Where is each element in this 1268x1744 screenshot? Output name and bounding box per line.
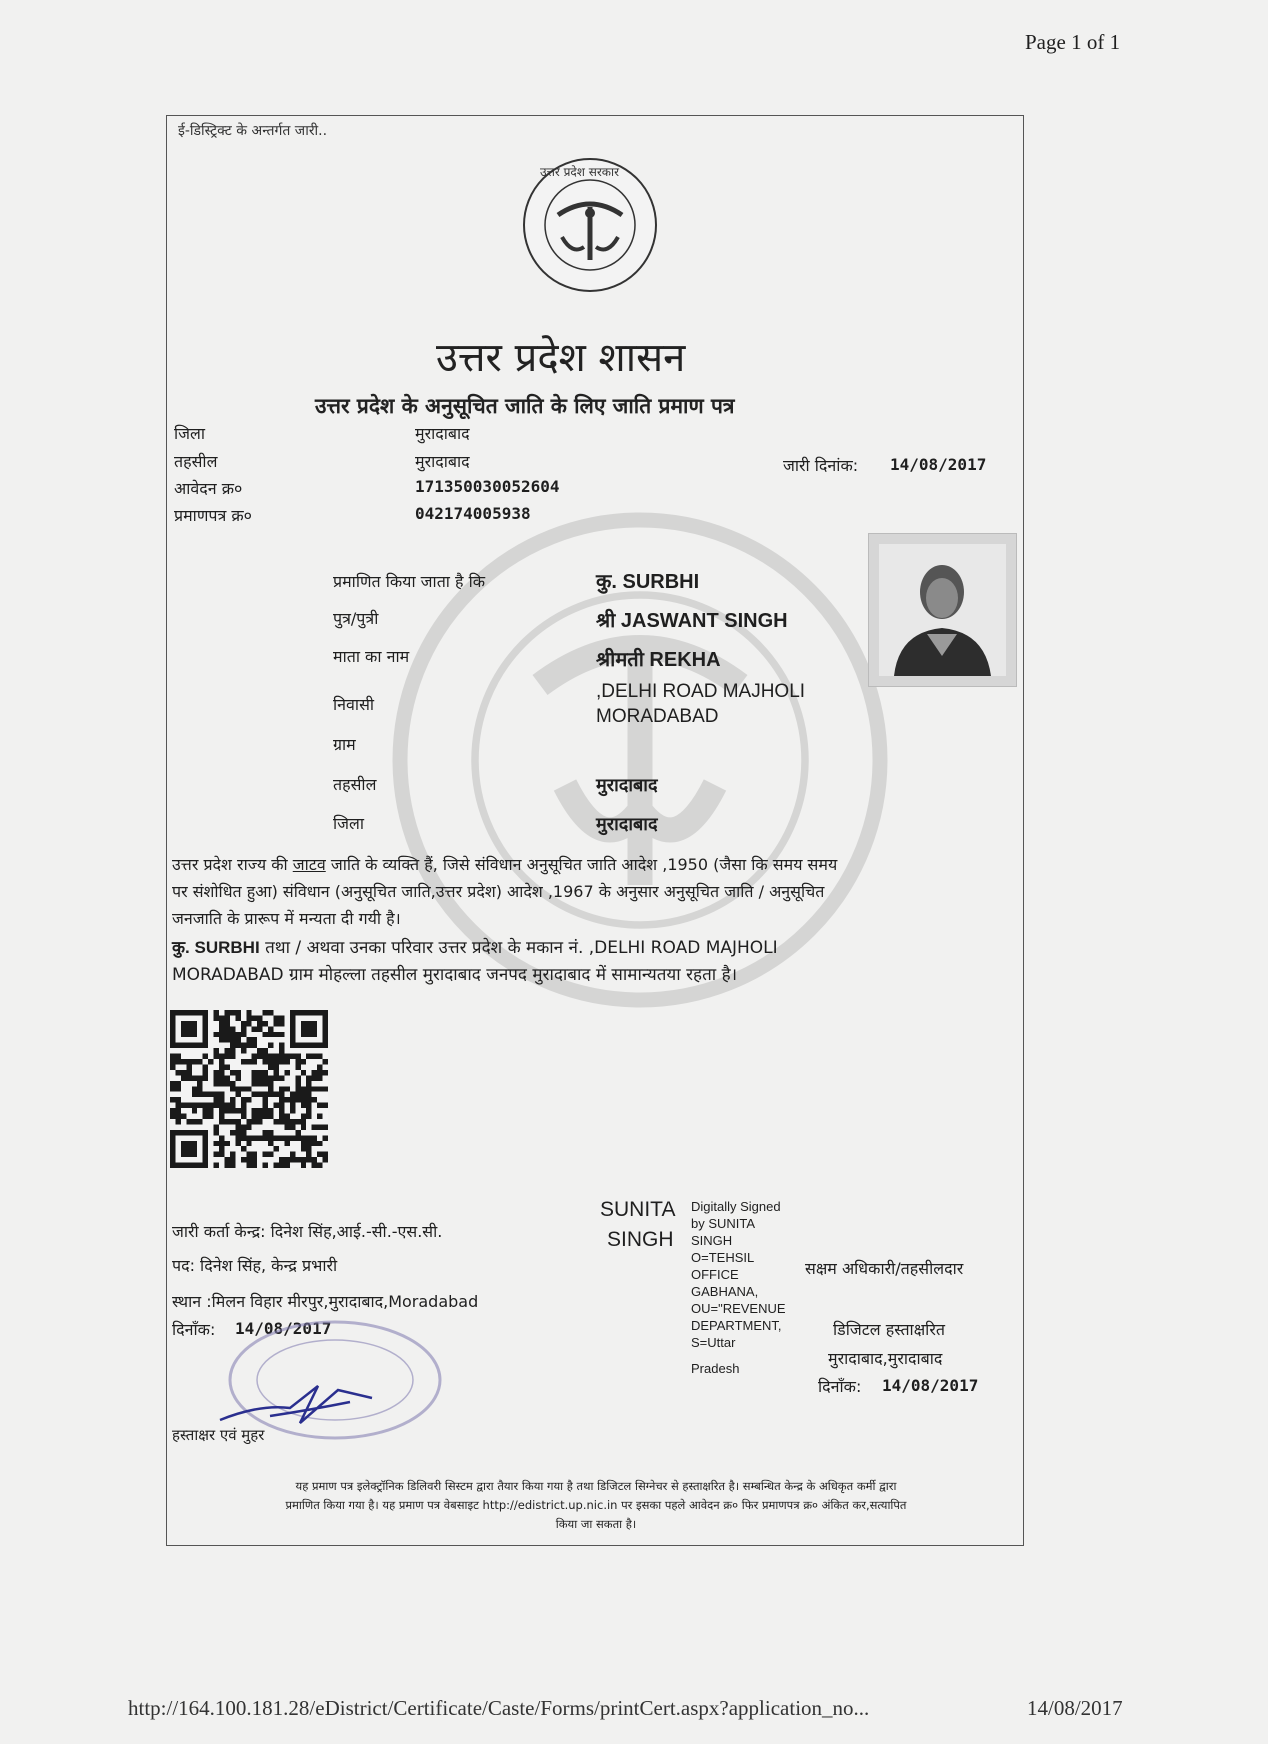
authority-place: मुरादाबाद,मुरादाबाद — [828, 1349, 943, 1368]
residence-applicant-name: कु. SURBHI — [172, 938, 260, 957]
detail-tehsil-value: मुरादाबाद — [596, 775, 658, 796]
resident-label: निवासी — [333, 695, 375, 714]
mother-name: श्रीमती REKHA — [596, 649, 721, 671]
digital-signer-name-line2: SINGH — [607, 1228, 674, 1251]
issuer-date: 14/08/2017 — [235, 1319, 332, 1338]
certification-paragraph: उत्तर प्रदेश राज्य की जाटव जाति के व्यक्ति हैं, जिसे संविधान अनुसूचित जाति आदेश ,1950 (जैसा कि समय समय पर संशोधित हुआ) संविधान (अनुसूचित जाति,उत्तर प्रदेश) आदेश ,1967 के अनुसार अनुसूचित जाति / अनुसूचित जनजाति के प्रारूप में मन्यता दी गयी है। — [172, 855, 838, 928]
issuing-center: जारी कर्ता केन्द्र: दिनेश सिंह,आई.-सी.-एस.सी. — [172, 1222, 443, 1241]
issuer-post: पद: दिनेश सिंह, केन्द्र प्रभारी — [172, 1256, 338, 1275]
issuer-place: स्थान :मिलन विहार मीरपुर,मुरादाबाद,Moradabad — [172, 1292, 479, 1311]
print-date: 14/08/2017 — [1027, 1696, 1123, 1720]
issued-under-text: ई-डिस्ट्रिक्ट के अन्तर्गत जारी.. — [178, 123, 328, 139]
issue-date-label: जारी दिनांक: — [783, 456, 859, 475]
resident-address-line1: ,DELHI ROAD MAJHOLI — [596, 681, 806, 702]
detail-district-value: मुरादाबाद — [596, 814, 658, 835]
detail-district-label: जिला — [333, 814, 365, 833]
issuer-date-label: दिनाँक: — [172, 1320, 216, 1339]
detail-tehsil-label: तहसील — [333, 775, 377, 794]
certificate-title: उत्तर प्रदेश शासन — [436, 335, 686, 381]
district-label: जिला — [174, 424, 206, 443]
certificate-label: प्रमाणपत्र क्र० — [174, 506, 252, 525]
father-name: श्री JASWANT SINGH — [596, 610, 788, 632]
caste-name: जाटव — [292, 855, 326, 874]
residence-paragraph: कु. SURBHI तथा / अथवा उनका परिवार उत्तर प्रदेश के मकान नं. ,DELHI ROAD MAJHOLI MORADABAD ग्राम मोहल्ला तहसील मुरादाबाद जनपद मुरादाबाद में सामान्यतया रहता है। — [172, 938, 778, 985]
tehsil-label: तहसील — [174, 452, 218, 471]
authority-date: 14/08/2017 — [882, 1376, 979, 1395]
application-label: आवेदन क्र० — [174, 479, 243, 498]
applicant-photo — [868, 533, 1017, 687]
page-number: Page 1 of 1 — [1025, 30, 1121, 54]
tehsil-value: मुरादाबाद — [415, 452, 470, 471]
child-of-label: पुत्र/पुत्री — [333, 609, 379, 628]
village-label: ग्राम — [333, 735, 356, 754]
certified-label: प्रमाणित किया जाता है कि — [333, 572, 486, 591]
sign-and-seal-label: हस्ताक्षर एवं मुहर — [172, 1426, 265, 1444]
emblem-text: उत्तर प्रदेश सरकार — [540, 165, 620, 179]
application-number: 171350030052604 — [415, 477, 560, 496]
district-value: मुरादाबाद — [415, 424, 470, 443]
digital-signature-details: Digitally Signed by SUNITA SINGH O=TEHSIL OFFICE GABHANA, OU="REVENUE DEPARTMENT, S=Uttar Pradesh — [691, 1199, 786, 1376]
mother-label: माता का नाम — [333, 647, 410, 666]
authority-title: सक्षम अधिकारी/तहसीलदार — [805, 1259, 964, 1278]
resident-address-line2: MORADABAD — [596, 706, 719, 727]
authority-date-label: दिनाँक: — [818, 1377, 862, 1396]
authority-digitally-signed: डिजिटल हस्ताक्षरित — [833, 1320, 945, 1339]
certificate-number: 042174005938 — [415, 504, 531, 523]
qr-code — [170, 1010, 328, 1168]
digital-signer-name-line1: SUNITA — [600, 1198, 676, 1221]
print-url: http://164.100.181.28/eDistrict/Certificate/Caste/Forms/printCert.aspx?application_no... — [128, 1696, 870, 1720]
issue-date: 14/08/2017 — [890, 455, 987, 474]
verification-note: यह प्रमाण पत्र इलेक्ट्रॉनिक डिलिवरी सिस्टम द्वारा तैयार किया गया है तथा डिजिटल सिग्नेचर से हस्ताक्षरित है। सम्बन्धित केन्द्र के अधिकृत कर्मी द्वारा प्रमाणित किया गया है। यह प्रमाण पत्र वेबसाइट http://edistrict.up.nic.in पर इसका पहले आवेदन क्र० फिर प्रमाणपत्र क्र० अंकित कर,सत्यापित किया जा सकता है। — [285, 1479, 907, 1531]
applicant-name: कु. SURBHI — [596, 571, 700, 593]
certificate-subtitle: उत्तर प्रदेश के अनुसूचित जाति के लिए जाति प्रमाण पत्र — [315, 394, 735, 418]
